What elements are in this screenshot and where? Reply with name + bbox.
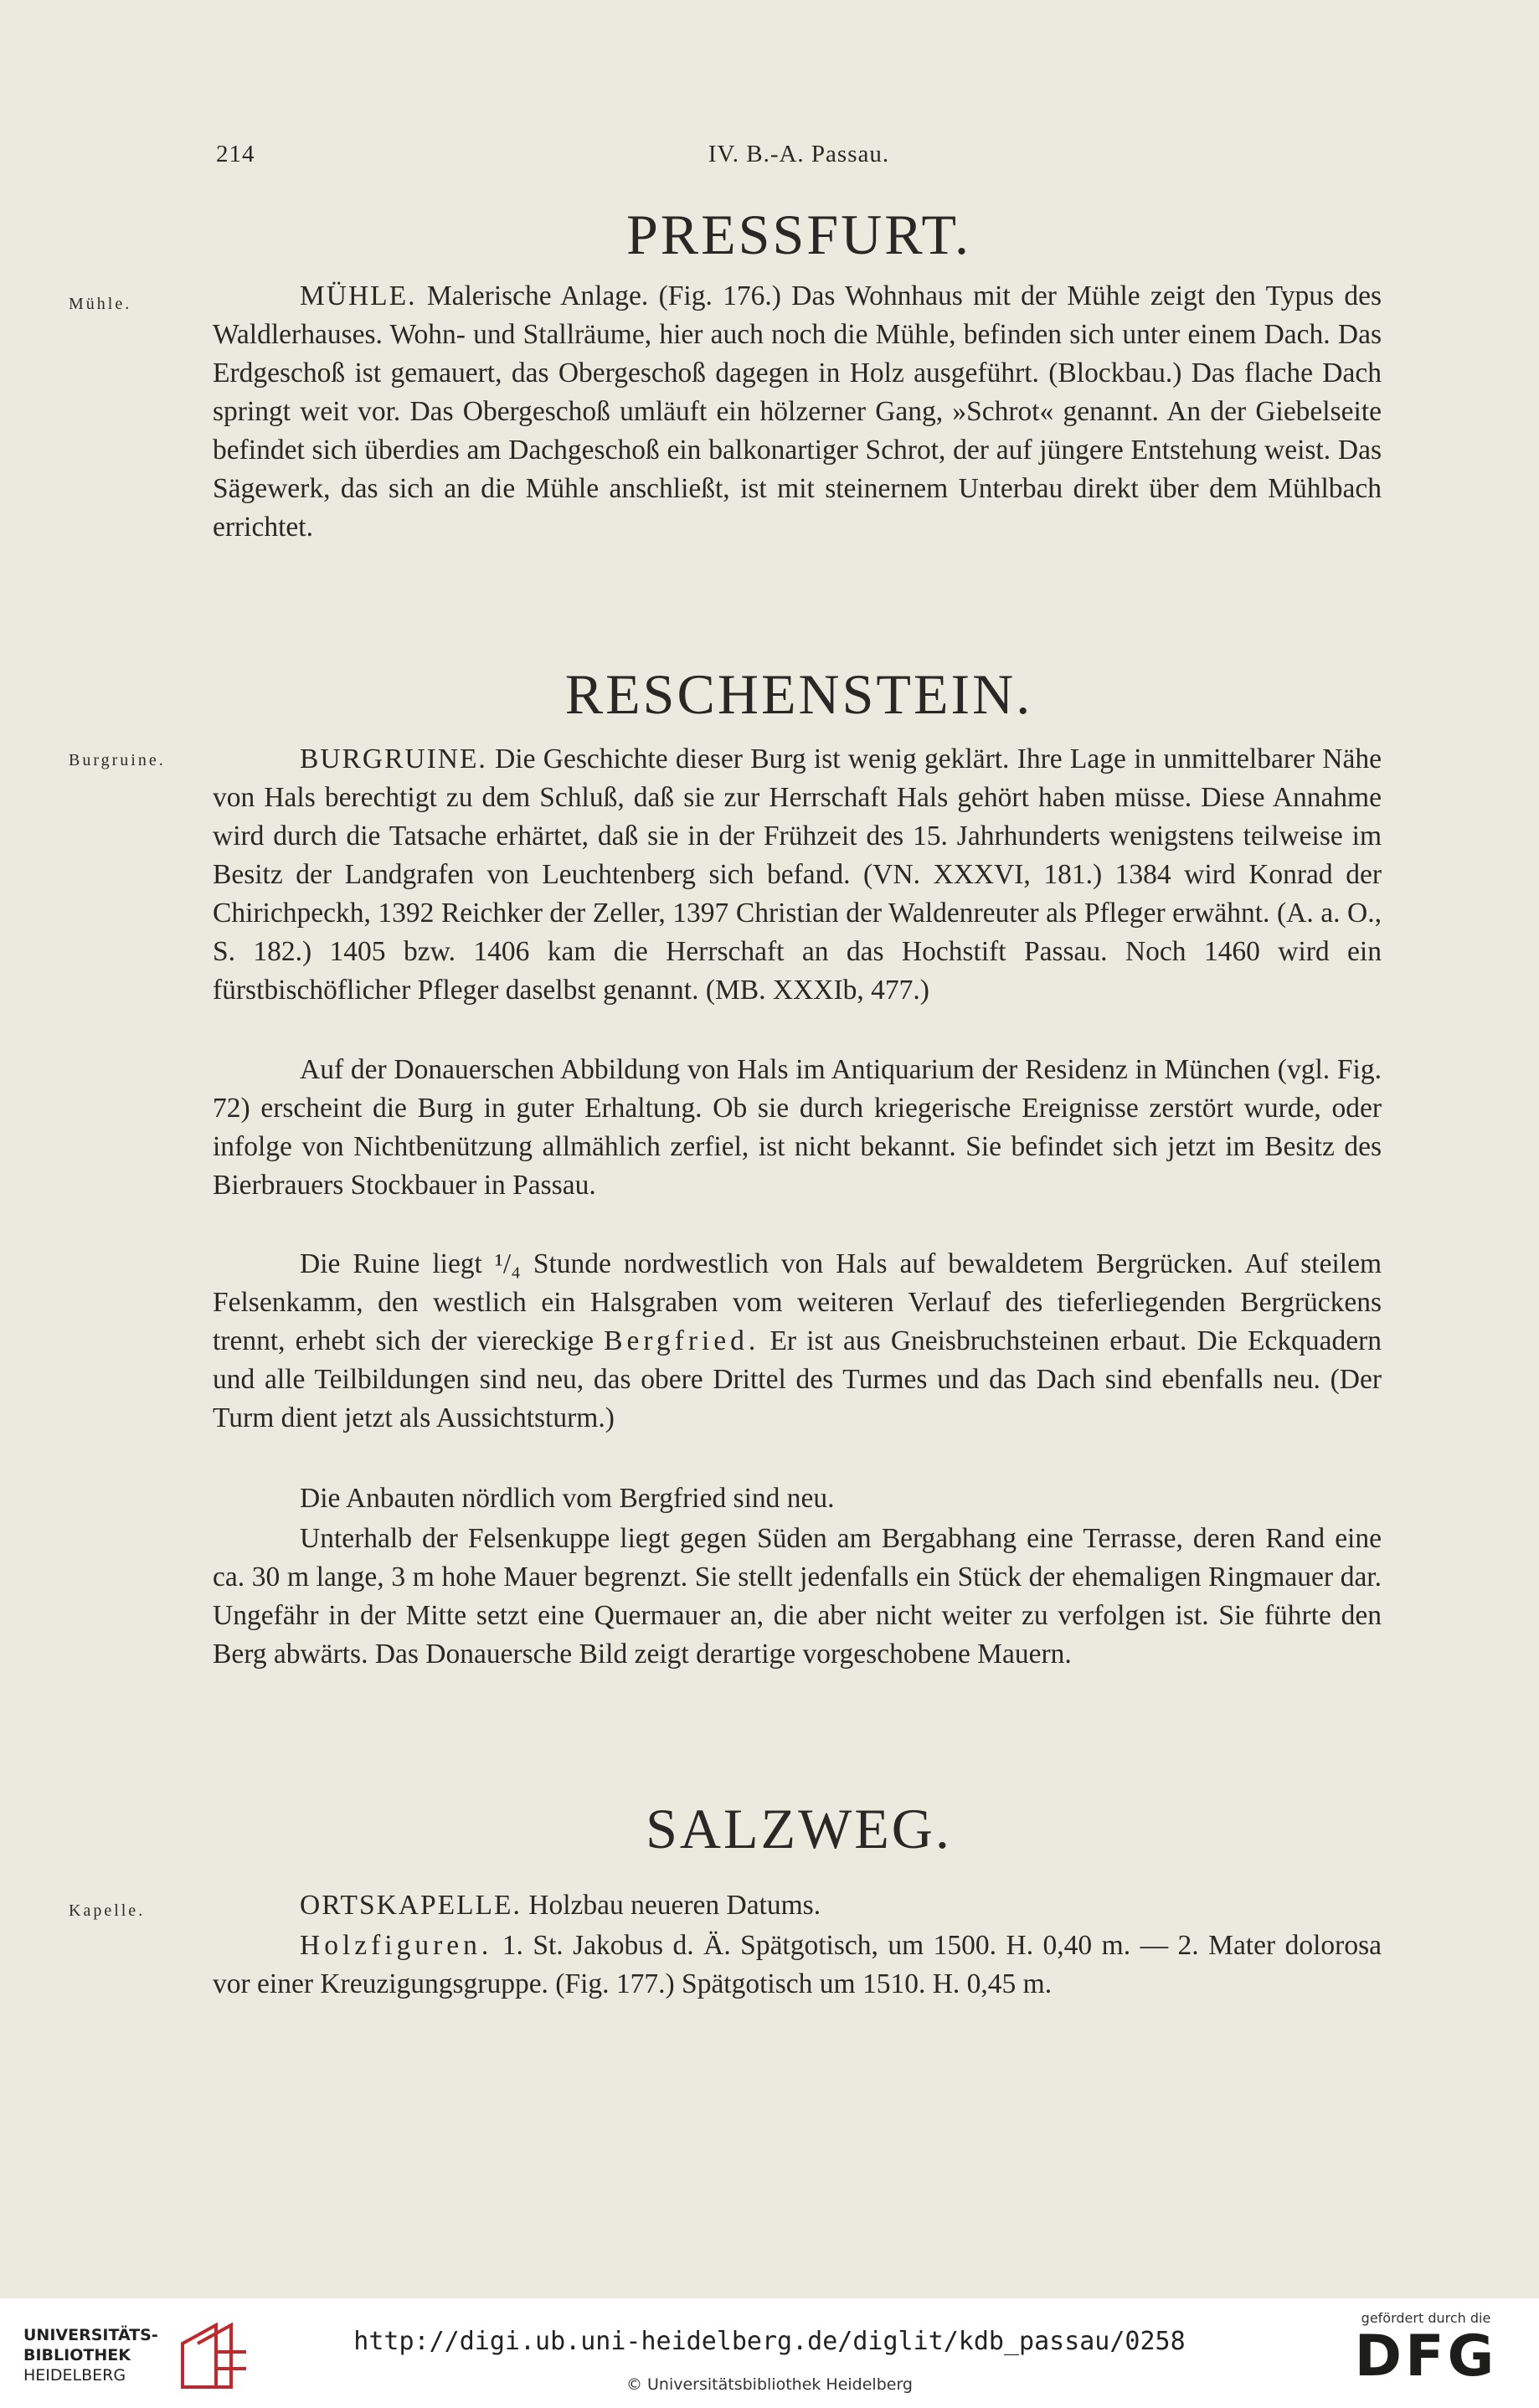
copyright-notice: © Universitätsbibliothek Heidelberg	[625, 2375, 913, 2394]
paragraph-text: Die Ruine liegt ¹/₄ Stunde nordwestlich von Hals auf bewaldetem Bergrücken. Auf steilem Felsenkamm, den westlich ein Halsgraben vom weiteren Verlauf des tieferliegenden Bergrückens trennt, erhebt sich der viereckige	[213, 1248, 1382, 1356]
paragraph-terrasse: Unterhalb der Felsenkuppe liegt gegen Süden am Bergabhang eine Terrasse, deren Rand eine ca. 30 m lange, 3 m hohe Mauer begrenzt. Sie stellt jedenfalls ein Stück der ehemaligen Ringmauer dar. Ungefähr in der Mitte setzt eine Quermauer an, die aber nicht weiter zu verfolgen ist. Sie führte den Berg abwärts. Das Donauersche Bild zeigt derartige vorgeschobene Mauern.	[213, 1523, 1382, 1670]
page-number: 214	[216, 141, 255, 167]
library-name-line3: HEIDELBERG	[23, 2366, 126, 2385]
library-name-line1: UNIVERSITÄTS-	[23, 2326, 158, 2344]
margin-note-burgruine: Burgruine.	[69, 751, 166, 769]
paragraph-anbauten: Die Anbauten nördlich vom Bergfried sind neu.	[300, 1483, 835, 1514]
paragraph-text: Holzbau neueren Datums.	[521, 1890, 821, 1921]
running-title: IV. B.-A. Passau.	[708, 141, 890, 167]
paragraph-text: Malerische Anlage. (Fig. 176.) Das Wohnhaus mit der Mühle zeigt den Typus des Waldlerhauses. Wohn- und Stallräume, hier auch noch die Mühle, befinden sich unter einem Dach. Das Erdgeschoß ist gemauert, das Obergeschoß dagegen in Holz ausgeführt. (Blockbau.) Das flache Dach springt weit vor. Das Obergeschoß umläuft ein hölzerner Gang, »Schrot« genannt. An der Giebelseite befindet sich überdies am Dachgeschoß ein balkonartiger Schrot, der auf jüngere Entstehung weist. Das Sägewerk, das sich an die Mühle anschließt, ist mit steinernem Unterbau direkt über dem Mühlbach errichtet.	[213, 280, 1382, 543]
paragraph-text: Er ist aus Gneisbruchsteinen erbaut. Die Eckquadern und alle Teilbildungen sind neu, das obere Drittel des Turmes und das Dach sind ebenfalls neu. (Der Turm dient jetzt als Aussichtsturm.)	[213, 1325, 1382, 1433]
paragraph-donauer: Auf der Donauerschen Abbildung von Hals im Antiquarium der Residenz in München (vgl. Fig. 72) erscheint die Burg in guter Erhaltung. Ob sie durch kriegerische Ereignisse zerstört wurde, oder infolge von Nichtbenützung allmählich zerfiel, ist nicht bekannt. Sie befindet sich jetzt im Besitz des Bierbrauers Stockbauer in Passau.	[213, 1054, 1382, 1201]
section-title-pressfurt: PRESSFURT.	[625, 203, 972, 266]
paragraph-ruine	[213, 1245, 1382, 1438]
section-title-reschenstein: RESCHENSTEIN.	[564, 662, 1033, 726]
margin-note-muehle: Mühle.	[69, 295, 132, 313]
dfg-logo[interactable]	[1346, 2310, 1506, 2388]
library-name-line2: BIBLIOTHEK	[23, 2346, 131, 2364]
section-title-salzweg: SALZWEG.	[646, 1797, 952, 1860]
paragraph-burgruine	[213, 740, 1382, 1010]
spaced-term: Holzfiguren.	[300, 1930, 493, 1961]
dfg-wordmark: DFG	[1354, 2323, 1498, 2390]
lead-word: MÜHLE.	[300, 280, 417, 311]
permalink-url[interactable]: http://digi.ub.uni-heidelberg.de/diglit/kdb_passau/0258	[353, 2327, 1186, 2356]
paragraph-text: Die Geschichte dieser Burg ist wenig geklärt. Ihre Lage in unmittelbarer Nähe von Hals berechtigt zu dem Schluß, daß sie zur Herrschaft Hals gehört haben müsse. Diese Annahme wird durch die Tatsache erhärtet, daß sie in der Frühzeit des 15. Jahrhunderts wenigstens teilweise im Besitz der Landgrafen von Leuchtenberg sich befand. (VN. XXXVI, 181.) 1384 wird Konrad der Chirichpeckh, 1392 Reichker der Zeller, 1397 Christian der Waldenreuter als Pfleger erwähnt. (A. a. O., S. 182.) 1405 bzw. 1406 kam die Herrschaft an das Hochstift Passau. Noch 1460 wird ein fürstbischöflicher Pfleger daselbst genannt. (MB. XXXIb, 477.)	[213, 743, 1382, 1006]
lead-word: BURGRUINE.	[300, 743, 487, 774]
spaced-term: Bergfried.	[604, 1325, 760, 1356]
lead-word: ORTSKAPELLE.	[300, 1890, 522, 1921]
margin-note-kapelle: Kapelle.	[69, 1901, 146, 1920]
paragraph-muehle	[213, 277, 1382, 547]
paragraph-text: 1. St. Jakobus d. Ä. Spätgotisch, um 1500. H. 0,40 m. — 2. Mater dolorosa vor einer Kreuzigungsgruppe. (Fig. 177.) Spätgotisch um 1510. H. 0,45 m.	[213, 1930, 1382, 1999]
dfg-caption: gefördert durch die	[1361, 2310, 1491, 2326]
paragraph-ortskapelle	[213, 1886, 1382, 1925]
paragraph-holzfiguren	[213, 1927, 1382, 2004]
digitization-footer	[0, 2298, 1539, 2408]
